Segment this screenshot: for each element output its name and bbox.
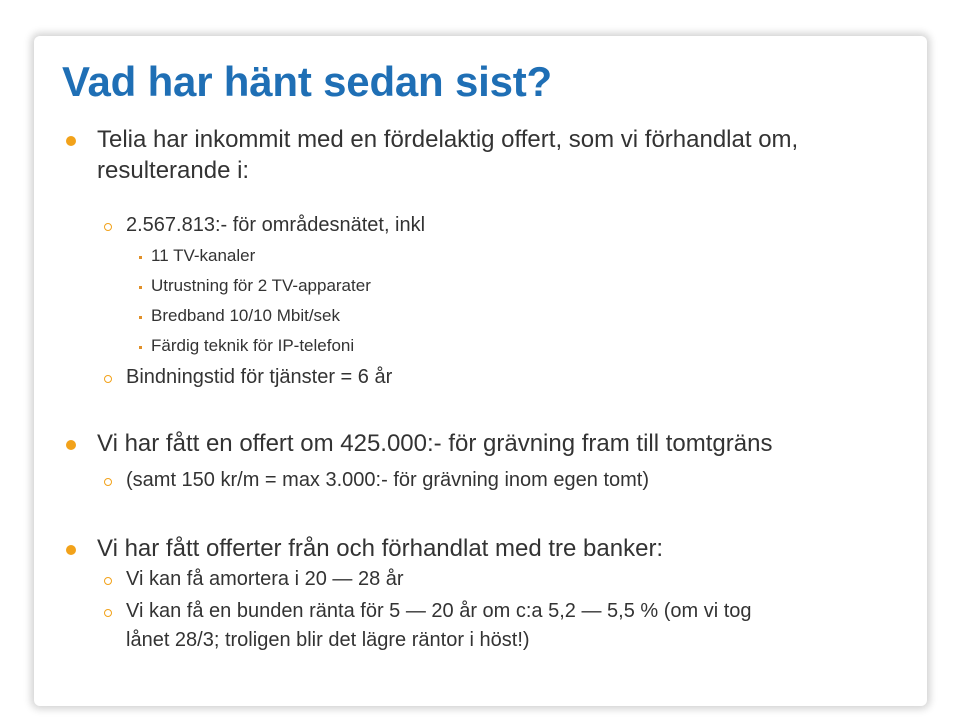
bullet-level1-text: Telia har inkommit med en fördelaktig offert, som vi förhandlat om,	[97, 126, 799, 153]
bullet-level2-text: Vi kan få amortera i 20 — 28 år	[126, 568, 404, 590]
bullet-level3-text: Bredband 10/10 Mbit/sek	[151, 306, 341, 325]
bullet-ring-icon	[104, 577, 112, 585]
bullet-level3-text: Utrustning för 2 TV-apparater	[151, 276, 371, 295]
bullet-square-icon	[139, 316, 142, 319]
bullet-dot-icon	[66, 440, 76, 450]
bullet-square-icon	[139, 256, 142, 259]
bullet-level2-text: 2.567.813:- för områdesnätet, inkl	[126, 214, 426, 236]
bullet-level3-text: Färdig teknik för IP-telefoni	[151, 336, 355, 355]
bullet-level1-continuation: resulterande i:	[97, 157, 250, 184]
bullet-level2-text: (samt 150 kr/m = max 3.000:- för grävning inom egen tomt)	[126, 469, 649, 491]
bullet-ring-icon	[104, 375, 112, 383]
bullet-level2-text: Vi kan få en bunden ränta för 5 — 20 år om c:a 5,2 — 5,5 % (om vi tog	[126, 600, 752, 622]
slide-title: Vad har hänt sedan sist?	[62, 58, 553, 105]
bullet-level3-text: 11 TV-kanaler	[151, 246, 256, 265]
bullet-dot-icon	[66, 136, 76, 146]
bullet-ring-icon	[104, 478, 112, 486]
bullet-level1-text: Vi har fått en offert om 425.000:- för grävning fram till tomtgräns	[97, 430, 773, 457]
bullet-square-icon	[139, 286, 142, 289]
bullet-level2-text: Bindningstid för tjänster = 6 år	[126, 366, 393, 388]
bullet-dot-icon	[66, 545, 76, 555]
bullet-level1-text: Vi har fått offerter från och förhandlat med tre banker:	[97, 535, 664, 562]
bullet-square-icon	[139, 346, 142, 349]
bullet-ring-icon	[104, 609, 112, 617]
bullet-ring-icon	[104, 223, 112, 231]
bullet-level2-continuation: lånet 28/3; troligen blir det lägre räntor i höst!)	[126, 629, 530, 651]
